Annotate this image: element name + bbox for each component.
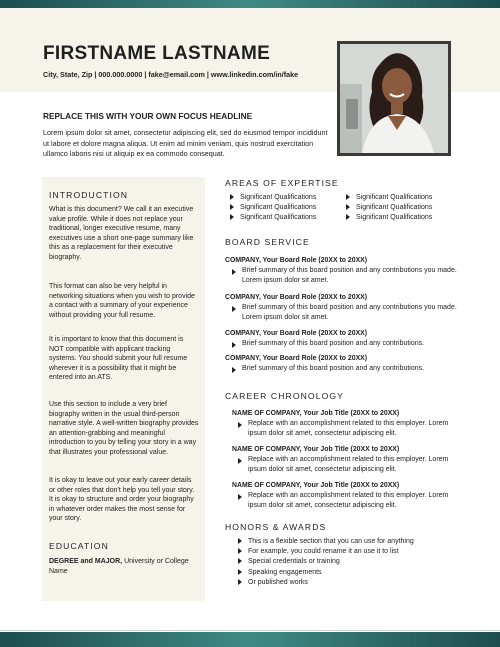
board-role: COMPANY, Your Board Role (20XX to 20XX) (225, 294, 368, 301)
job-role: NAME OF COMPANY, Your Job Title (20XX to 20XX) (232, 410, 400, 417)
expertise-item: Significant Qualifications (230, 194, 316, 201)
board-role: COMPANY, Your Board Role (20XX to 20XX) (225, 257, 368, 264)
intro-paragraph: It is important to know that this document is NOT compatible with applicant tracking systems. You should submit your full resume wherever it is a possibility that it might be entered into an ATS. (49, 336, 188, 382)
job-role: NAME OF COMPANY, Your Job Title (20XX to 20XX) (232, 446, 400, 453)
intro-paragraph: Use this section to include a very brief biography written in the usual third-person narrative style. A well-written biography provides an attention-grabbing and meaningful introduction to you by telling your story in a way that illustrates your professional value. (49, 401, 199, 456)
board-summary: Brief summary of this board position and any contributions. (232, 364, 462, 374)
job-accomplishment: Replace with an accomplishment related to this employer. Lorem ipsum dolor sit amet, consectetur adipiscing elit. (238, 491, 468, 510)
job-accomplishment: Replace with an accomplishment related to this employer. Lorem ipsum dolor sit amet, consectetur adipiscing elit. (238, 455, 468, 474)
degree-major: DEGREE and MAJOR, (49, 558, 123, 565)
expertise-item: Significant Qualifications (230, 214, 316, 221)
candidate-name: FIRSTNAME LASTNAME (43, 43, 271, 64)
top-accent-bar (0, 0, 500, 8)
education-title: EDUCATION (49, 541, 109, 551)
board-summary: Brief summary of this board position and any contributions. (232, 339, 462, 349)
job-accomplishment: Replace with an accomplishment related to this employer. Lorem ipsum dolor sit amet, consectetur adipiscing elit. (238, 419, 468, 438)
honors-title: HONORS & AWARDS (225, 522, 327, 532)
intro-paragraph: What is this document? We call it an executive value profile. While it does not replace your traditional, longer executive resume, many executives use a short one-page summary like this as a replacement for their executive biography. (49, 206, 194, 261)
contact-line: City, State, Zip | 000.000.0000 | fake@email.com | www.linkedin.com/in/fake (43, 70, 299, 79)
board-role: COMPANY, Your Board Role (20XX to 20XX) (225, 355, 368, 362)
intro-paragraph: This format can also be very helpful in networking situations when you wish to provide a contact with a summary of your experience without providing your full resume. (49, 283, 195, 319)
honor-item: This is a flexible section that you can use for anything (238, 538, 414, 545)
expertise-item: Significant Qualifications (346, 214, 432, 221)
job-role: NAME OF COMPANY, Your Job Title (20XX to 20XX) (232, 482, 400, 489)
expertise-title: AREAS OF EXPERTISE (225, 178, 339, 188)
footer-divider (0, 630, 500, 631)
profile-photo (337, 41, 451, 156)
portrait-illustration (340, 44, 448, 153)
education-entry (49, 557, 199, 576)
expertise-item: Significant Qualifications (346, 204, 432, 211)
board-summary: Brief summary of this board position and any contributions you made. Lorem ipsum dolor sit amet. (232, 266, 462, 285)
expertise-item: Significant Qualifications (346, 194, 432, 201)
board-role: COMPANY, Your Board Role (20XX to 20XX) (225, 330, 368, 337)
career-title: CAREER CHRONOLOGY (225, 391, 344, 401)
bottom-accent-bar (0, 632, 500, 647)
expertise-item: Significant Qualifications (230, 204, 316, 211)
summary-paragraph: Lorem ipsum dolor sit amet, consectetur adipiscing elit, sed do eiusmod tempor incididunt ut labore et dolore magna aliqua. Ut enim ad minim veniam, quis nostrud exercitation ullamco laboris nisi ut aliquip ex ea commodo consequat. (43, 128, 328, 158)
honor-item: For example, you could rename it an use it to list (238, 548, 399, 555)
focus-headline: REPLACE THIS WITH YOUR OWN FOCUS HEADLINE (43, 111, 253, 121)
board-summary: Brief summary of this board position and any contributions you made. Lorem ipsum dolor sit amet. (232, 303, 462, 322)
board-title: BOARD SERVICE (225, 237, 310, 247)
intro-paragraph: It is okay to leave out your early career details or other roles that don't help you tell your story. It is okay to structure and order your biography in whatever order makes the most sense for your story. (49, 477, 195, 523)
introduction-title: INTRODUCTION (49, 190, 129, 200)
honor-item: Special credentials or training (238, 558, 340, 565)
school-name: University or College Name (49, 558, 189, 575)
honor-item: Or published works (238, 579, 308, 586)
honor-item: Speaking engagements (238, 569, 322, 576)
